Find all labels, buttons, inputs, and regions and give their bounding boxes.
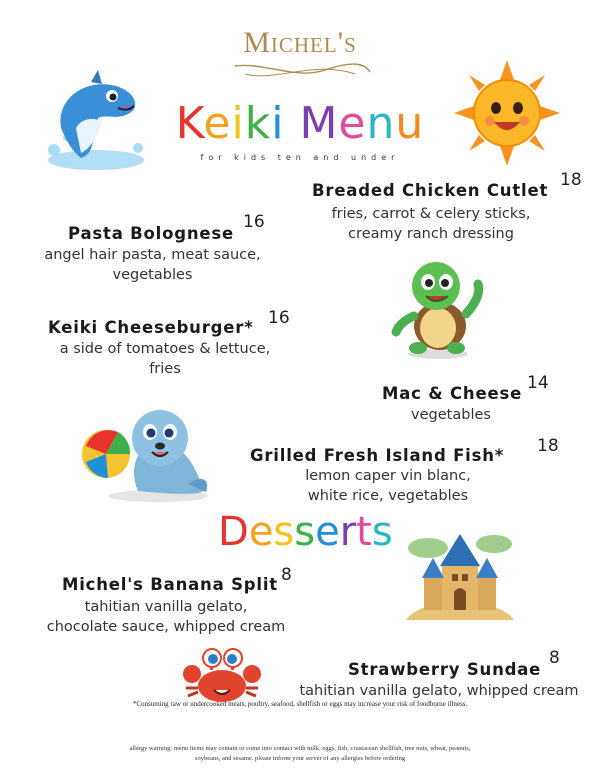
dish-desc-line: a side of tomatoes & lettuce,: [59, 341, 271, 357]
title-letter: [284, 98, 299, 149]
logo-flourish-icon: [225, 60, 375, 82]
dish-desc-line: vegetables: [411, 407, 491, 423]
dish-price-burger: 16: [268, 308, 290, 328]
desserts-letter: s: [273, 509, 295, 555]
menu-subtitle: for kids ten and under: [200, 153, 400, 162]
dish-price-pasta: 16: [243, 212, 265, 232]
title-letter: n: [366, 98, 396, 149]
dish-desc-chicken: [300, 204, 562, 244]
dish-desc-line: fries, carrot & celery sticks,: [331, 206, 531, 222]
desserts-letter: s: [371, 509, 393, 555]
dish-name-chicken: Breaded Chicken Cutlet: [312, 181, 549, 200]
title-letter: K: [175, 98, 204, 149]
dish-price-fish: 18: [537, 436, 559, 456]
allergy-warning: [60, 744, 540, 764]
dish-desc-line: tahitian vanilla gelato, whipped cream: [299, 683, 579, 699]
dish-name-sundae: Strawberry Sundae: [348, 660, 542, 679]
dish-name-mac: Mac & Cheese: [382, 384, 523, 403]
dish-name-burger: Keiki Cheeseburger*: [48, 318, 254, 337]
dish-price-sundae: 8: [549, 648, 560, 668]
dish-price-mac: 14: [527, 373, 549, 393]
dolphin-icon: [36, 68, 156, 178]
title-letter: u: [395, 98, 425, 149]
desserts-letter: e: [248, 509, 274, 555]
dish-name-fish: Grilled Fresh Island Fish*: [250, 446, 505, 465]
restaurant-logo: [200, 26, 400, 82]
dish-desc-line: creamy ranch dressing: [348, 226, 514, 242]
title-letter: k: [244, 98, 272, 149]
sandcastle-icon: [402, 520, 518, 624]
dish-desc-mac: [382, 405, 520, 425]
allergy-line: allergy warning: menu items may contain or come into contact with milk, eggs, fish, crustacean shellfish, tree nuts, wheat, peanuts,: [129, 745, 471, 752]
desserts-letter: t: [356, 509, 372, 555]
dish-desc-line: lemon caper vin blanc,: [305, 468, 471, 484]
turtle-icon: [388, 256, 488, 360]
title-letter: M: [299, 98, 339, 149]
dish-name-pasta: Pasta Bolognese: [68, 224, 235, 243]
desserts-heading: [218, 508, 393, 556]
logo-text: Michel's: [243, 26, 357, 59]
desserts-letter: s: [294, 509, 316, 555]
title-letter: i: [231, 98, 245, 149]
dish-price-banana: 8: [281, 565, 292, 585]
dish-desc-burger: [30, 339, 300, 379]
dish-name-banana: Michel's Banana Split: [62, 575, 278, 594]
consumer-advisory: *Consuming raw or undercooked meats, poultry, seafood, shellfish or eggs may increase your risk of foodborne illness.: [132, 700, 468, 708]
desserts-letter: D: [218, 509, 249, 555]
dish-desc-fish: [292, 466, 484, 506]
title-letter: e: [203, 98, 232, 149]
desserts-letter: e: [315, 509, 340, 555]
dish-desc-line: chocolate sauce, whipped cream: [46, 619, 286, 635]
desserts-letter: r: [339, 509, 357, 555]
dish-desc-line: fries: [149, 361, 181, 377]
allergy-line: soybeans, and sesame. please inform your server of any allergies before ordering: [194, 755, 406, 762]
dish-desc-line: tahitian vanilla gelato,: [84, 599, 248, 615]
dish-desc-pasta: [30, 245, 275, 285]
title-letter: i: [271, 98, 285, 149]
dish-desc-banana: [36, 597, 296, 637]
menu-title: [150, 98, 450, 150]
dish-desc-sundae: [290, 681, 588, 701]
seal-icon: [78, 396, 218, 506]
dish-desc-line: white rice, vegetables: [307, 488, 469, 504]
dish-desc-line: angel hair pasta, meat sauce,: [44, 247, 261, 263]
dish-desc-line: vegetables: [112, 267, 193, 283]
sun-icon: [452, 58, 562, 168]
title-letter: e: [338, 98, 367, 149]
dish-price-chicken: 18: [560, 170, 582, 190]
